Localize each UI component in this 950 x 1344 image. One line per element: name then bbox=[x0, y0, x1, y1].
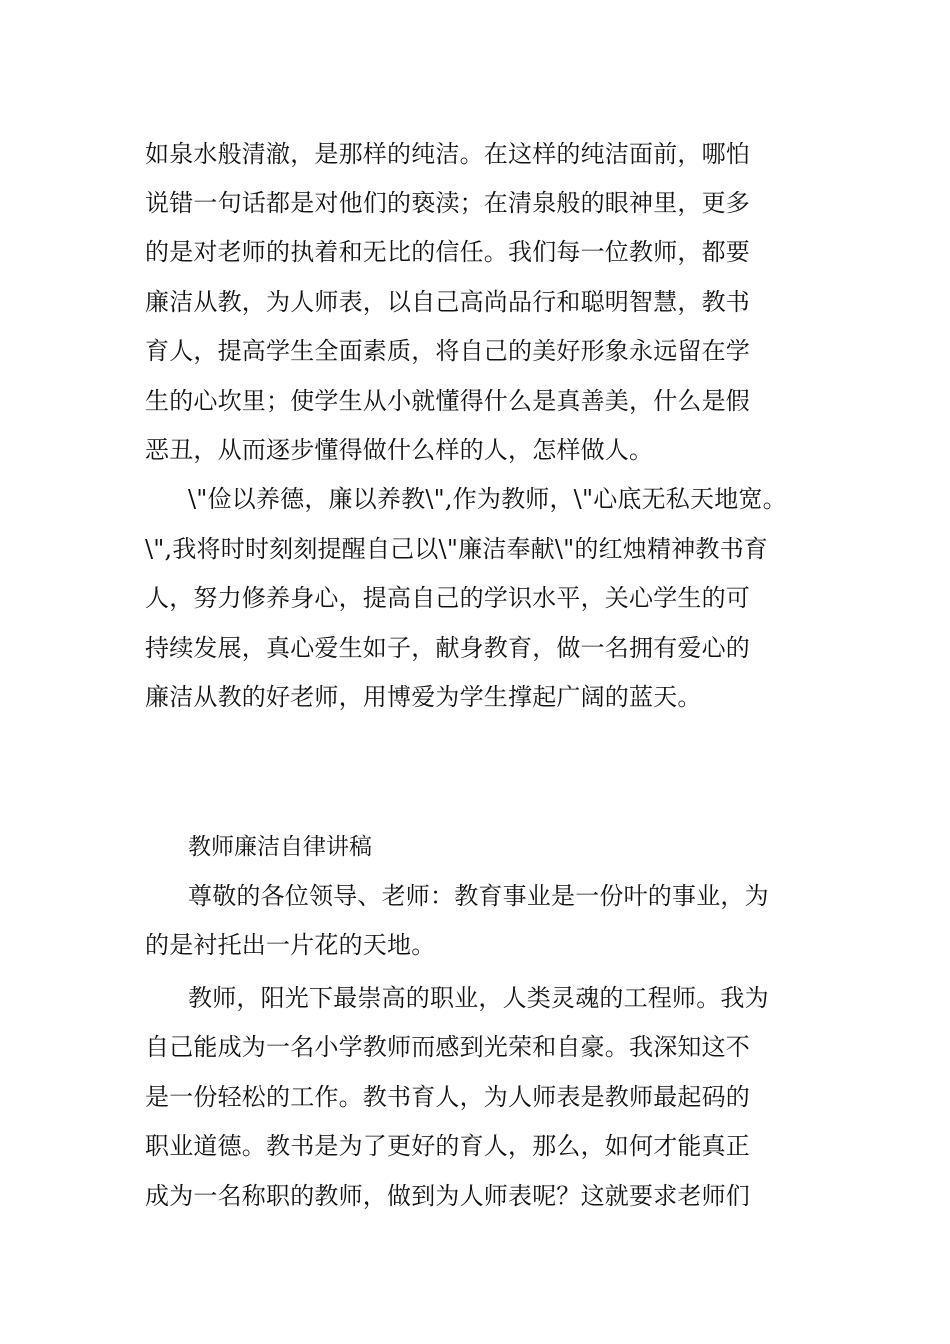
text-line: 如泉水般清澈，是那样的纯洁。在这样的纯洁面前，哪怕 bbox=[145, 140, 750, 168]
text-line: 廉洁从教的好老师，用博爱为学生撑起广阔的蓝天。 bbox=[145, 683, 702, 711]
text-line: 说错一句话都是对他们的亵渎；在清泉般的眼神里，更多 bbox=[145, 189, 750, 217]
text-line: \"俭以养德，廉以养教\",作为教师，\"心底无私天地宽。 bbox=[188, 485, 787, 513]
text-line: 的是对老师的执着和无比的信任。我们每一位教师，都要 bbox=[145, 238, 750, 266]
text-line: 持续发展，真心爱生如子，献身教育，做一名拥有爱心的 bbox=[145, 634, 750, 662]
text-line: 职业道德。教书是为了更好的育人，那么，如何才能真正 bbox=[145, 1132, 750, 1160]
text-line: 人，努力修养身心，提高自己的学识水平，关心学生的可 bbox=[145, 584, 750, 612]
text-line: 是一份轻松的工作。教书育人，为人师表是教师最起码的 bbox=[145, 1083, 750, 1111]
text-line: 的是衬托出一片花的天地。 bbox=[145, 931, 436, 959]
text-line: \",我将时时刻刻提醒自己以\"廉洁奉献\"的红烛精神教书育 bbox=[145, 535, 769, 563]
text-line: 廉洁从教，为人师表，以自己高尚品行和聪明智慧，教书 bbox=[145, 288, 750, 316]
text-line: 恶丑，从而逐步懂得做什么样的人，怎样做人。 bbox=[145, 436, 654, 464]
text-line: 教师，阳光下最崇高的职业，人类灵魂的工程师。我为 bbox=[188, 984, 769, 1012]
section-title: 教师廉洁自律讲稿 bbox=[188, 834, 372, 860]
text-line: 生的心坎里；使学生从小就懂得什么是真善美，什么是假 bbox=[145, 387, 750, 415]
text-line: 尊敬的各位领导、老师：教育事业是一份叶的事业，为 bbox=[188, 882, 769, 910]
text-line: 育人，提高学生全面素质，将自己的美好形象永远留在学 bbox=[145, 337, 750, 365]
text-line: 成为一名称职的教师，做到为人师表呢？这就要求老师们 bbox=[145, 1182, 750, 1210]
text-line: 自己能成为一名小学教师而感到光荣和自豪。我深知这不 bbox=[145, 1033, 750, 1061]
